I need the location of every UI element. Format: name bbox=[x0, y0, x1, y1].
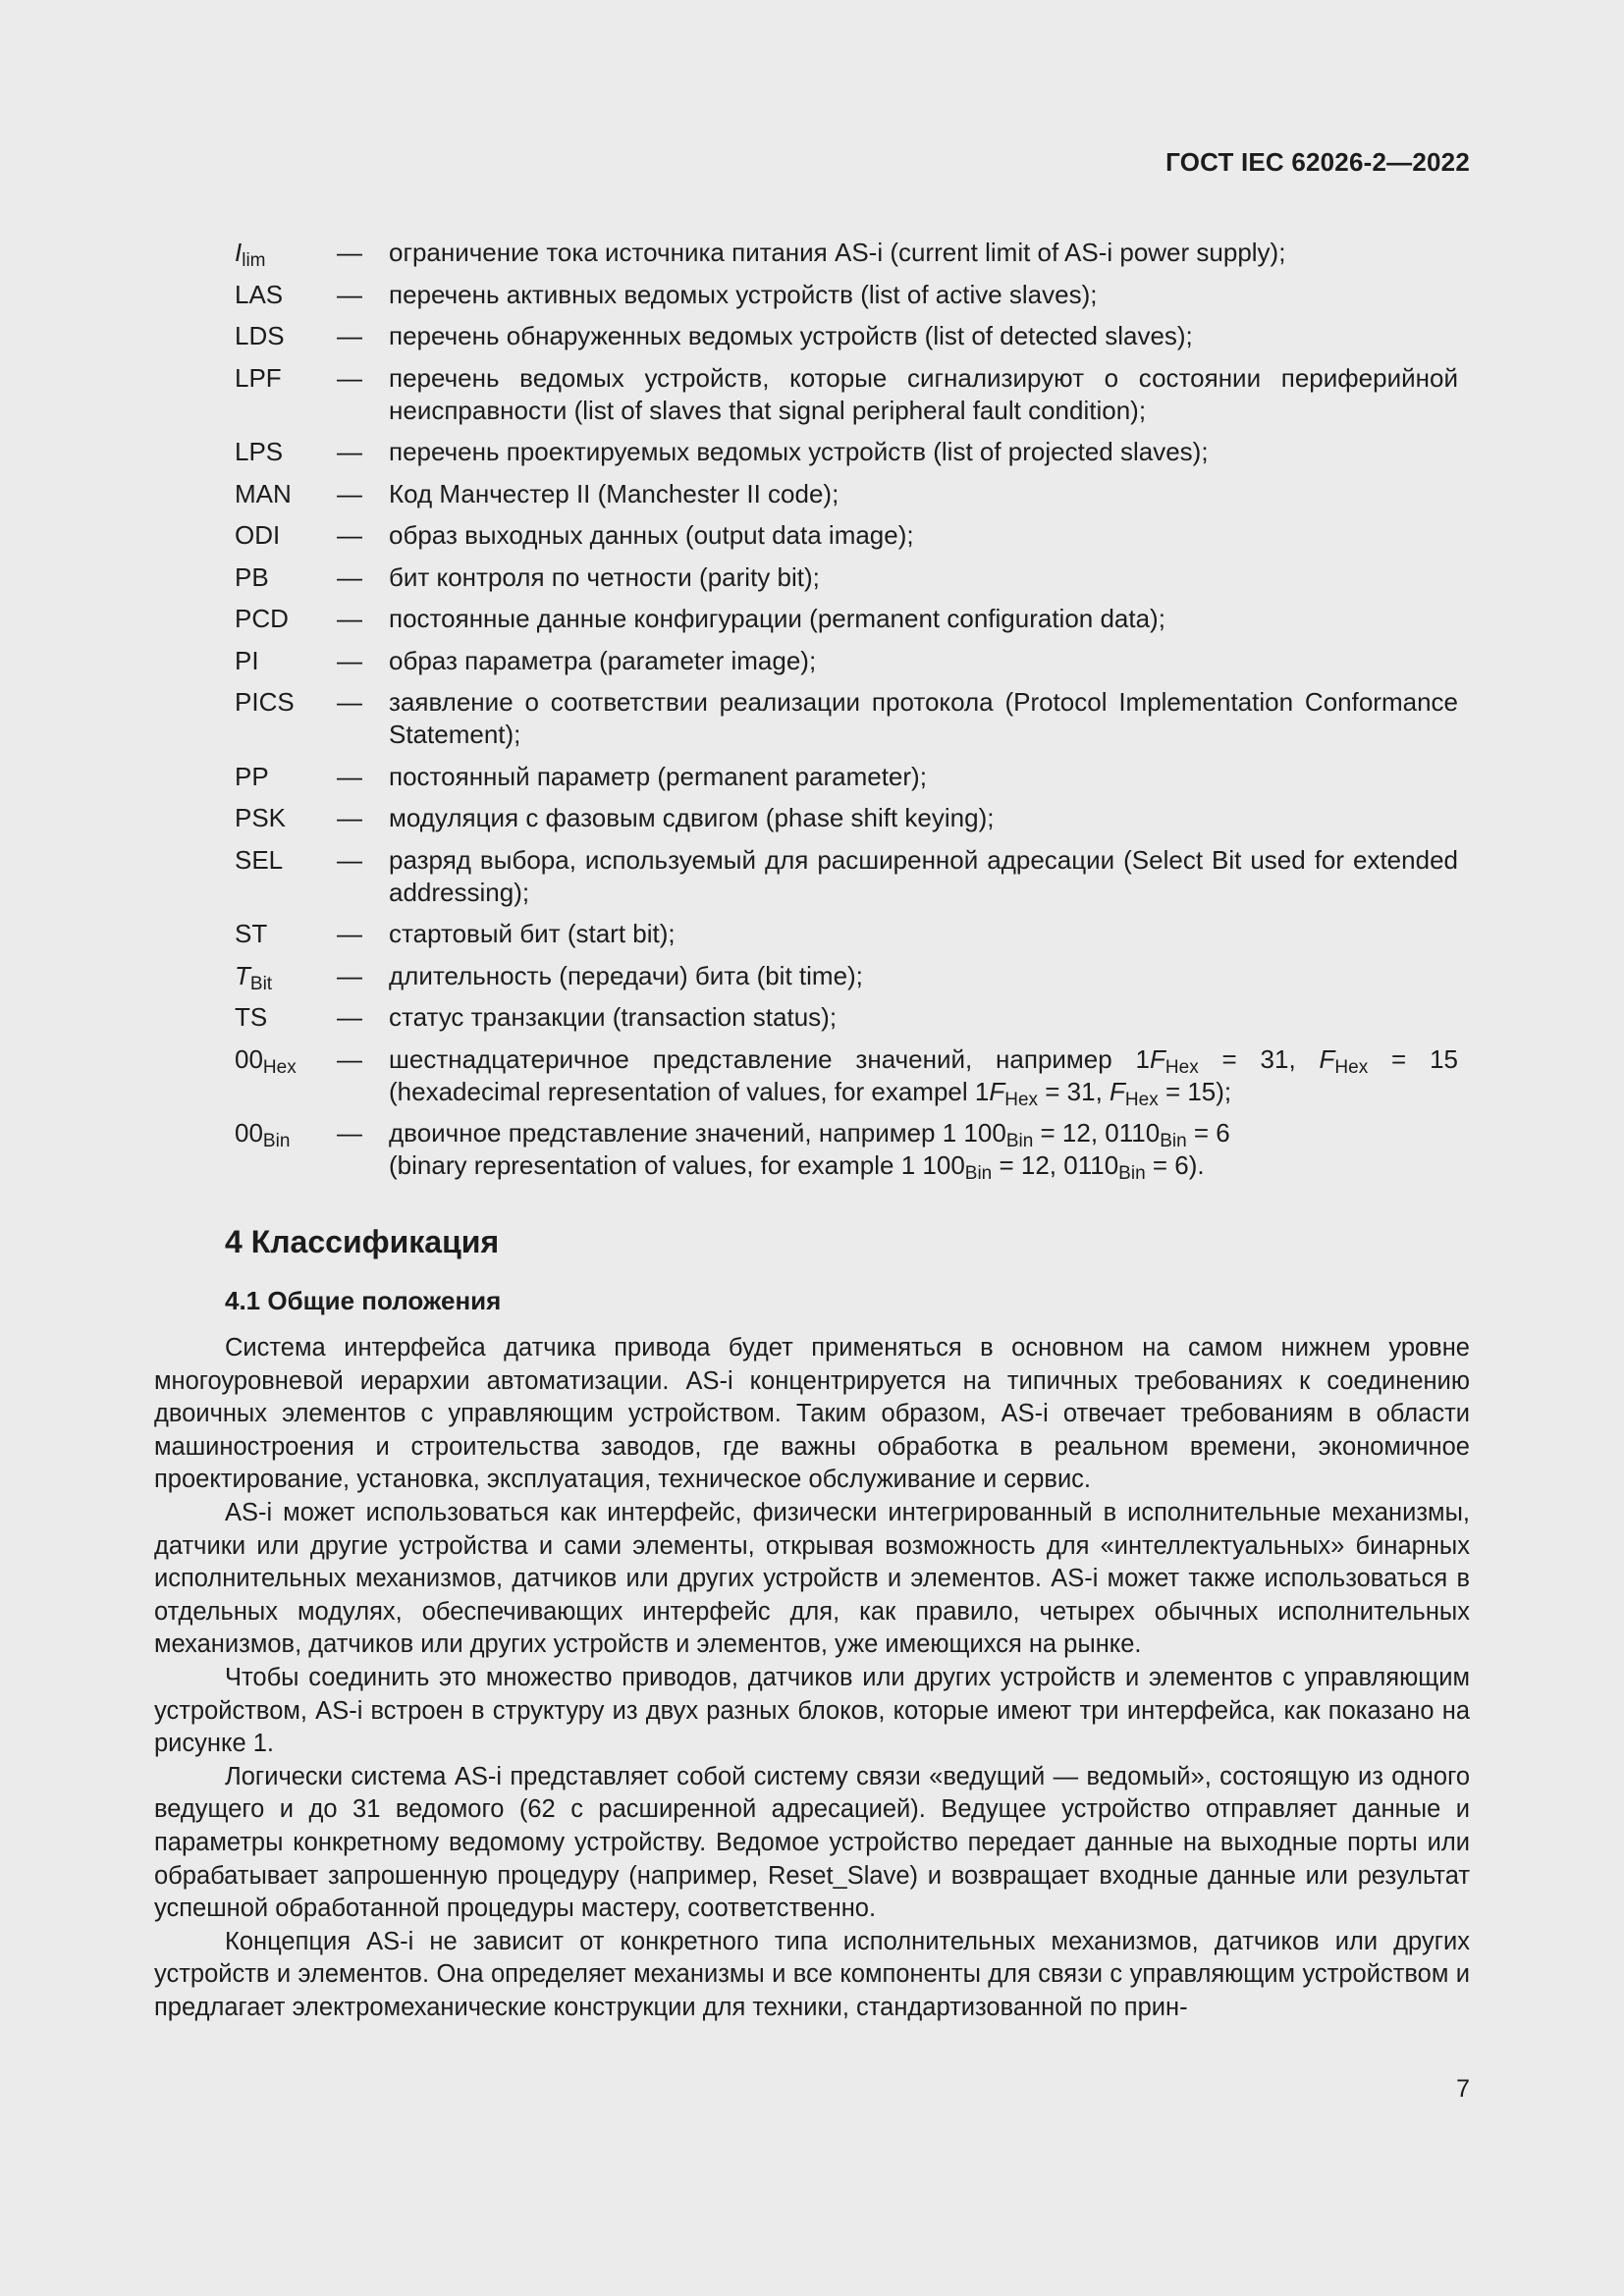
abbreviation-definition: шестнадцатеричное представление значений, например $1F_{Hex} = 31$, $F_{Hex} = 15$ (hexadecimal representation of values, for exampel $1F_{Hex} = 31$, $F_{Hex} = 15$); bbox=[389, 1043, 1458, 1110]
abbreviation-term: $00_{Bin}$ bbox=[235, 1118, 291, 1151]
abbreviation-row bbox=[235, 436, 1458, 468]
abbreviation-row bbox=[235, 603, 1458, 635]
abbreviation-term: TS bbox=[235, 1002, 268, 1032]
abbreviation-row bbox=[235, 320, 1458, 352]
em-dash: — bbox=[337, 919, 362, 948]
em-dash: — bbox=[337, 1002, 362, 1032]
abbreviation-row bbox=[235, 279, 1458, 311]
abbreviation-row bbox=[235, 362, 1458, 427]
abbreviation-term: PI bbox=[235, 645, 259, 675]
abbreviation-row bbox=[235, 645, 1458, 677]
body-text bbox=[154, 1332, 1470, 2024]
em-dash: — bbox=[337, 803, 362, 832]
abbreviation-term: PSK bbox=[235, 803, 287, 832]
abbreviation-row bbox=[235, 802, 1458, 834]
abbreviation-definition: стартовый бит (start bit); bbox=[389, 919, 676, 948]
em-dash: — bbox=[337, 1043, 362, 1074]
abbreviation-definition: двоичное представление значений, например 1 $100_{Bin} = 12$, $0110_{Bin} = 6$ (binary representation of values, for example 1 $100_{Bin} = 12$, $0110_{Bin} = 6$). bbox=[389, 1118, 1230, 1184]
abbreviation-definition: перечень ведомых устройств, которые сигнализируют о состоянии периферийной неисправности (list of slaves that signal peripheral fault condition); bbox=[389, 362, 1458, 425]
abbreviation-row bbox=[235, 844, 1458, 909]
abbreviation-term: LPF bbox=[235, 362, 282, 393]
abbreviation-definition: образ выходных данных (output data image); bbox=[389, 520, 914, 550]
paragraph: Система интерфейса датчика привода будет применяться в основном на самом нижнем уровне многоуровневой иерархии автоматизации. AS-i концентрируется на типичных требованиях к соединению двоичных элементов с управляющим устройством. Таким образом, AS-i отвечает требованиям в области машиностроения и строительства заводов, где важны обработка в реальном времени, экономичное проектирование, установка, эксплуатация, техническое обслуживание и сервис. bbox=[154, 1334, 1470, 1494]
page-number: 7 bbox=[1456, 2075, 1470, 2103]
abbreviation-row bbox=[235, 960, 1458, 992]
abbreviation-definition: перечень проектируемых ведомых устройств (list of projected slaves); bbox=[389, 437, 1209, 466]
abbreviation-definition: Код Манчестер II (Manchester II code); bbox=[389, 478, 839, 508]
abbreviation-row bbox=[235, 519, 1458, 552]
abbreviation-definition: статус транзакции (transaction status); bbox=[389, 1002, 838, 1032]
abbreviation-row bbox=[235, 1043, 1458, 1108]
abbreviation-row bbox=[235, 761, 1458, 793]
em-dash: — bbox=[337, 520, 362, 550]
abbreviation-term: $I_{lim}$ bbox=[235, 238, 266, 271]
abbreviation-term: LAS bbox=[235, 279, 284, 309]
abbreviation-term: PP bbox=[235, 761, 269, 791]
abbreviation-row bbox=[235, 918, 1458, 950]
abbreviation-row bbox=[235, 1117, 1458, 1182]
em-dash: — bbox=[337, 604, 362, 633]
abbreviation-definition: перечень обнаруженных ведомых устройств (list of detected slaves); bbox=[389, 321, 1193, 350]
em-dash: — bbox=[337, 844, 362, 875]
em-dash: — bbox=[337, 761, 362, 791]
em-dash: — bbox=[337, 1118, 362, 1148]
paragraph: Логически система AS-i представляет собой систему связи «ведущий — ведомый», состоящую из одного ведущего и до 31 ведомого (62 с расширенной адресацией). Ведущее устройство отправляет данные и параметры конкретному ведомому устройству. Ведомое устройство передает данные на выходные порты или обрабатывает запрошенную процедуру (например, Reset_Slave) и возвращает входные данные или результат успешной обработанной процедуры мастеру, соответственно. bbox=[154, 1762, 1470, 1923]
abbreviation-definition: образ параметра (parameter image); bbox=[389, 645, 817, 675]
abbreviation-row bbox=[235, 561, 1458, 594]
abbreviation-term: $T_{Bit}$ bbox=[235, 960, 273, 994]
abbreviation-row bbox=[235, 1001, 1458, 1034]
abbreviation-definition: постоянные данные конфигурации (permanent configuration data); bbox=[389, 604, 1165, 633]
abbreviation-row bbox=[235, 686, 1458, 751]
abbreviation-term: PCD bbox=[235, 604, 289, 633]
paragraph: AS-i может использоваться как интерфейс, физически интегрированный в исполнительные механизмы, датчики или другие устройства и сами элементы, открывая возможность для «интеллектуальных» бинарных исполнительных механизмов, датчиков или других устройств и элементов. AS-i может также использоваться в отдельных модулях, обеспечивающих интерфейс для, как правило, четырех обычных исполнительных механизмов, датчиков или других устройств и элементов, уже имеющихся на рынке. bbox=[154, 1498, 1470, 1659]
abbreviation-term: MAN bbox=[235, 478, 292, 508]
em-dash: — bbox=[337, 478, 362, 508]
paragraph: Чтобы соединить это множество приводов, датчиков или других устройств и элементов с управляющим устройством, AS-i встроен в структуру из двух разных блоков, которые имеют три интерфейса, как показано на рисунке 1. bbox=[154, 1663, 1470, 1758]
em-dash: — bbox=[337, 362, 362, 393]
abbreviation-term: PB bbox=[235, 561, 269, 592]
em-dash: — bbox=[337, 238, 362, 267]
abbreviation-term: LDS bbox=[235, 321, 285, 350]
abbreviation-definition: перечень активных ведомых устройств (list of active slaves); bbox=[389, 279, 1098, 309]
abbreviation-list bbox=[235, 237, 1458, 1192]
section-title: 4 Классификация bbox=[225, 1224, 500, 1259]
abbreviation-term: ODI bbox=[235, 520, 281, 550]
abbreviation-definition: разряд выбора, используемый для расширенной адресации (Select Bit used for extended addressing); bbox=[389, 844, 1458, 907]
em-dash: — bbox=[337, 960, 362, 990]
abbreviation-definition: длительность (передачи) бита (bit time); bbox=[389, 960, 863, 990]
subsection-title: 4.1 Общие положения bbox=[225, 1286, 502, 1315]
document-code-header: ГОСТ IEC 62026-2—2022 bbox=[1165, 147, 1470, 177]
abbreviation-row bbox=[235, 478, 1458, 510]
em-dash: — bbox=[337, 279, 362, 309]
abbreviation-term: LPS bbox=[235, 437, 284, 466]
paragraph: Концепция AS-i не зависит от конкретного типа исполнительных механизмов, датчиков или других устройств и элементов. Она определяет механизмы и все компоненты для связи с управляющим устройством и предлагает электромеханические конструкции для техники, стандартизованной по прин- bbox=[154, 1927, 1470, 2021]
abbreviation-definition: бит контроля по четности (parity bit); bbox=[389, 561, 820, 592]
abbreviation-definition: постоянный параметр (permanent parameter); bbox=[389, 761, 927, 791]
abbreviation-term: ST bbox=[235, 919, 268, 948]
abbreviation-row bbox=[235, 237, 1458, 269]
em-dash: — bbox=[337, 321, 362, 350]
abbreviation-definition: модуляция с фазовым сдвигом (phase shift keying); bbox=[389, 803, 995, 832]
em-dash: — bbox=[337, 687, 362, 717]
em-dash: — bbox=[337, 437, 362, 466]
abbreviation-term: $00_{Hex}$ bbox=[235, 1043, 297, 1078]
abbreviation-definition: заявление о соответствии реализации протокола (Protocol Implementation Conformance Statement); bbox=[389, 687, 1458, 749]
abbreviation-definition: ограничение тока источника питания AS-i (current limit of AS-i power supply); bbox=[389, 238, 1286, 267]
abbreviation-term: PICS bbox=[235, 687, 295, 717]
em-dash: — bbox=[337, 645, 362, 675]
em-dash: — bbox=[337, 561, 362, 592]
abbreviation-term: SEL bbox=[235, 844, 284, 875]
